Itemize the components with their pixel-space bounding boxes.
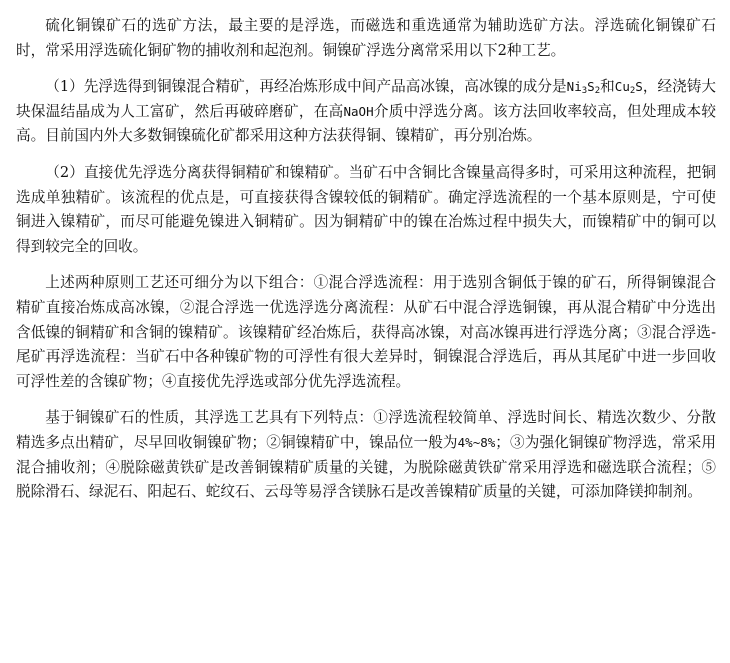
paragraph-combinations: 上述两种原则工艺还可细分为以下组合：①混合浮选流程：用于选别含铜低于镍的矿石，所得铜镍混合精矿直接冶炼成高冰镍，②混合浮选一优选浮选分离流程：从矿石中混合浮选铜镍，再从混合精矿中分选出含低镍的铜精矿和含铜的镍精矿。该镍精矿经冶炼后，获得高冰镍，对高冰镍再进行浮选分离；③混合浮选-尾矿再浮选流程：当矿石中各种镍矿物的可浮性有很大差异时，铜镍混合浮选后，再从其尾矿中进一步回收可浮性差的含镍矿物；④直接优先浮选或部分优先浮选流程。: [16, 274, 716, 390]
characteristics-text-b: ；③为强化铜镍矿物浮选，常采用混合捕收剂；④脱除磁黄铁矿是改善铜镍精矿质量的关键，为脱除磁黄铁矿常采用浮选和磁选联合流程；⑤脱除滑石、绿泥石、阳起石、蛇纹石、云母等易浮含镁脉石是改善镍精矿质量的关键，可添加降镁抑制剂。: [16, 433, 716, 501]
paragraph-characteristics: [16, 406, 716, 504]
characteristics-text-a: 基于铜镍矿石的性质，其浮选工艺具有下列特点：①浮选流程较简单、浮选时间长、精选次数少、分散精选多点出精矿，尽早回收铜镍矿物；②铜镍精矿中，镍品位一般为: [16, 409, 716, 451]
paragraph-process-1: [16, 75, 716, 149]
process-1-text-a: （1）先浮选得到铜镍混合精矿，再经冶炼形成中间产品高冰镍，高冰镍的成分是: [45, 78, 567, 96]
document-body: [16, 14, 716, 505]
process-1-text-b: ，经浇铸大块保温结晶成为人工富矿，然后再破碎磨矿，在高: [16, 78, 716, 120]
formula-ni3s2: $Ni_3S_2$: [566, 79, 601, 97]
paragraph-intro: 硫化铜镍矿石的选矿方法，最主要的是浮选，而磁选和重选通常为辅助选矿方法。浮选硫化铜镍矿石时，常采用浮选硫化铜矿物的捕收剂和起泡剂。铜镍矿浮选分离常采用以下2种工艺。: [16, 17, 716, 59]
nickel-grade-range: 4%~8%: [457, 434, 496, 450]
formula-conjunction: 和: [600, 78, 615, 96]
formula-cu2s: $Cu_2S$: [614, 79, 643, 97]
process-1-text-c: 介质中浮选分离。该方法回收率较高，但处理成本较高。目前国内外大多数铜镍硫化矿都采用这种方法获得铜、镍精矿，再分别冶炼。: [16, 102, 716, 145]
paragraph-process-2: （2）直接优先浮选分离获得铜精矿和镍精矿。当矿石中含铜比含镍量高得多时，可采用这种流程，把铜选成单独精矿。该流程的优点是，可直接获得含镍较低的铜精矿。确定浮选流程的一个基本原则是，宁可使铜进入镍精矿，而尽可能避免镍进入铜精矿。因为铜精矿中的镍在冶炼过程中损失大，而镍精矿中的铜可以得到较完全的回收。: [16, 163, 716, 255]
formula-naoh: NaOH: [343, 103, 374, 119]
